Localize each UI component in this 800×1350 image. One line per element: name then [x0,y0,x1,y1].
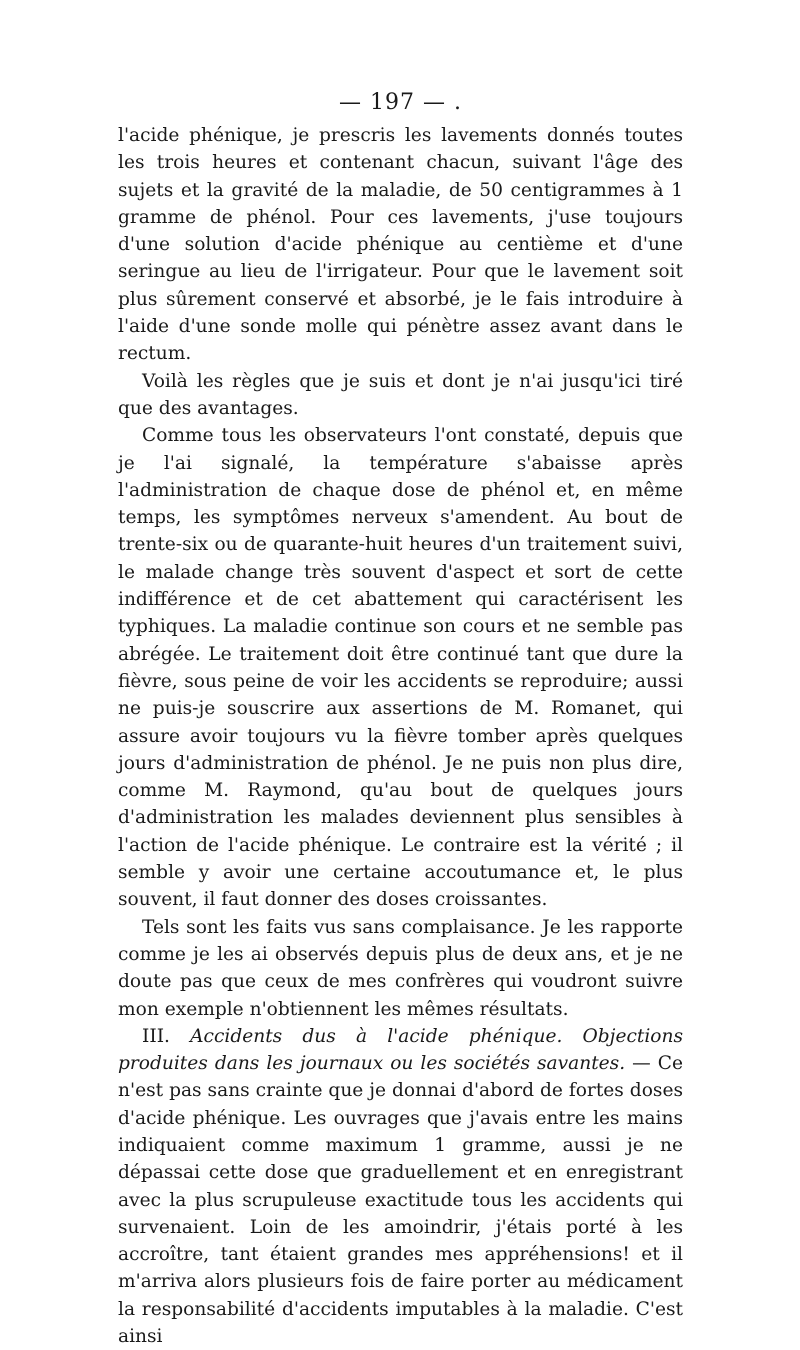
paragraph-facts: Tels sont les faits vus sans complaisance. Je les rapporte comme je les ai observés depuis plus de deux ans, et je ne doute pas que ceux de mes confrères qui voudront suivre mon exemple n'obtiennent les mêmes résultats. [118,916,683,1020]
section-iii-paragraph [118,1023,683,1350]
paragraph-rules: Voilà les règles que je suis et dont je n'ai jusqu'ici tiré que des avantages. [118,370,683,419]
section-number: III. [142,1025,170,1047]
paragraph-carbolic-enemas: l'acide phénique, je prescris les lavements donnés toutes les trois heures et contenant chacun, suivant l'âge des sujets et la gravité de la maladie, de 50 centigrammes à 1 gramme de phénol. Pour ces lavements, j'use toujours d'une solution d'acide phénique au centième et d'une seringue au lieu de l'irrigateur. Pour que le lavement soit plus sûrement conservé et absorbé, je le fais introduire à l'aide d'une sonde molle qui pénètre assez avant dans le rectum. [118,125,683,365]
page-number: — 197 — . [339,90,462,115]
section-title: Accidents dus à l'acide phénique. Objections produites dans les journaux ou les sociétés savantes. [118,1025,683,1075]
section-text: — Ce n'est pas sans crainte que je donnai d'abord de fortes doses d'acide phénique. Les ouvrages que j'avais entre les mains indiquaient comme maximum 1 gramme, aussi je ne dépassai cette dose que graduellement et en enregistrant avec la plus scrupuleuse exactitude tous les accidents qui survenaient. Loin de les amoindrir, j'étais porté à les accroître, tant étaient grandes mes appréhensions! et il m'arriva alors plusieurs fois de faire porter au médicament la responsabilité d'accidents imputables à la maladie. C'est ainsi [118,1053,683,1348]
book-page [118,88,683,1350]
paragraph-observations: Comme tous les observateurs l'ont constaté, depuis que je l'ai signalé, la température s'abaisse après l'administration de chaque dose de phénol et, en même temps, les symptômes nerveux s'amendent. Au bout de trente-six ou de quarante-huit heures d'un traitement suivi, le malade change très souvent d'aspect et sort de cette indifférence et de cet abattement qui caractérisent les typhiques. La maladie continue son cours et ne semble pas abrégée. Le traitement doit être continué tant que dure la fièvre, sous peine de voir les accidents se reproduire; aussi ne puis-je souscrire aux assertions de M. Romanet, qui assure avoir toujours vu la fièvre tomber après quelques jours d'administration de phénol. Je ne puis non plus dire, comme M. Raymond, qu'au bout de quelques jours d'administration les malades deviennent plus sensibles à l'action de l'acide phénique. Le contraire est la vérité ; il semble y avoir une certaine accoutumance et, le plus souvent, il faut donner des doses croissantes. [118,425,683,911]
